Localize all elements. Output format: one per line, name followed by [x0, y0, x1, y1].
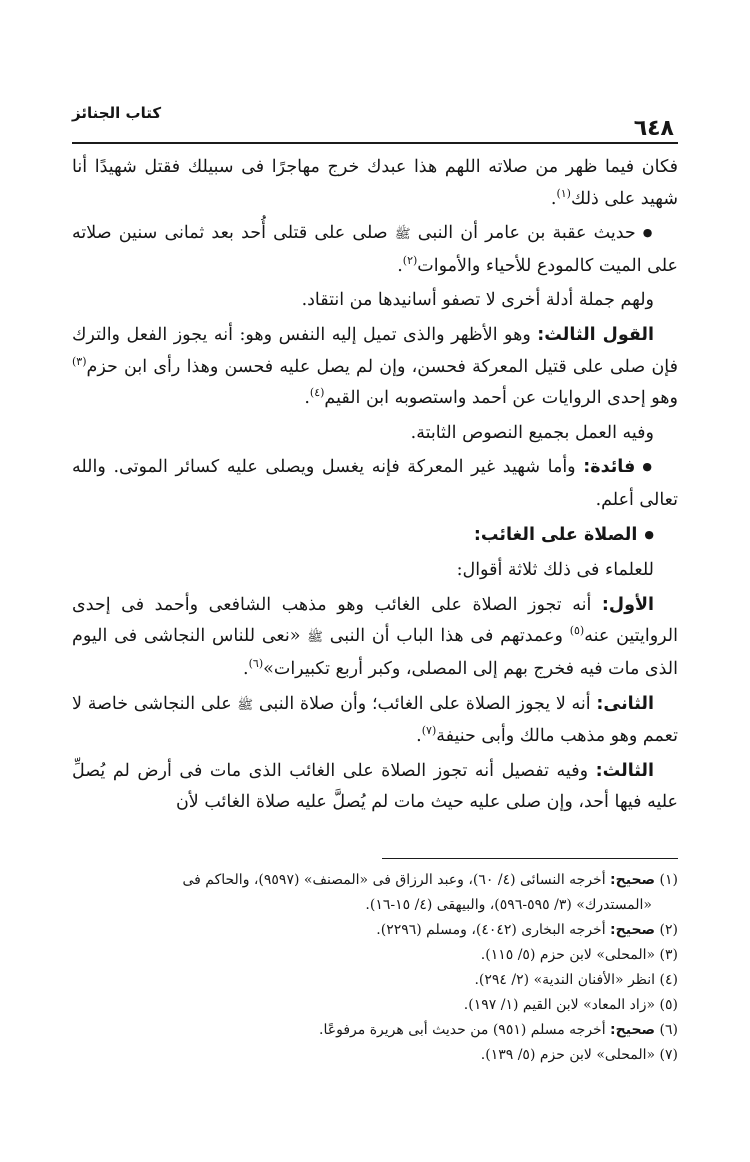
paragraph-6: ● فائدة: وأما شهيد غير المعركة فإنه يغسل ويصلى عليه كسائر الموتى. والله تعالى أعلم. — [72, 452, 678, 516]
footnote-6: (٦) صحيح: أخرجه مسلم (٩٥١) من حديث أبى هريرة مرفوعًا. — [319, 1022, 678, 1038]
paragraph-1: فكان فيما ظهر من صلاته اللهم هذا عبدك خرج مهاجرًا فى سبيلك فقتل شهيدًا أنا شهيد على ذلك$^{(١)}$. — [72, 157, 678, 209]
footnote-ref: (٢) — [402, 253, 418, 267]
label-benefit: فائدة: — [583, 457, 636, 478]
label-second: الثانى: — [596, 693, 654, 714]
footnote-rule — [382, 858, 678, 859]
paragraph-2: ● حديث عقبة بن عامر أن النبى ﷺ صلى على قتلى أُحد بعد ثمانى سنين صلاته على الميت كالمودع للأحياء والأموات$^{(٢)}$. — [72, 218, 678, 282]
paragraph-4: القول الثالث: وهو الأظهر والذى تميل إليه النفس وهو: أنه يجوز الفعل والترك فإن صلى على قتيل المعركة فحسن، وإن لم يصل عليه فحسن وهذا رأى ابن حزم$^{(٣)}$ وهو إحدى الروايات عن أحمد واستصوبه ابن القيم$^{(٤)}$. — [72, 324, 678, 409]
footnote-7: (٧) «المحلى» لابن حزم (٥/ ١٣٩). — [480, 1047, 678, 1063]
salutation-glyph: ﷺ — [237, 697, 254, 713]
footnotes — [72, 868, 678, 1068]
footnote-ref: (٤) — [309, 386, 325, 400]
paragraph-10: الثالث: وفيه تفصيل أنه تجوز الصلاة على الغائب الذى مات فى أرض لم يُصلِّ عليه فيها أحد، وإن صلى عليه حيث مات لم يُصلَّ عليه صلاة الغائب لأن — [72, 760, 678, 813]
footnote-ref: (٥) — [569, 624, 585, 638]
footnote-ref: (٣) — [72, 354, 87, 368]
footnote-ref: (٧) — [421, 724, 437, 738]
label-third: الثالث: — [595, 760, 654, 781]
footnote-1-continued: «المستدرك» (٣/ ٥٩٥-٥٩٦)، والبيهقى (٤/ ١٥-١٦). — [365, 897, 652, 913]
chapter-title: كتاب الجنائز — [72, 104, 162, 122]
header-rule — [72, 142, 678, 144]
paragraph-9: الثانى: أنه لا يجوز الصلاة على الغائب؛ وأن صلاة النبى ﷺ على النجاشى خاصة لا تعمم وهو مذهب مالك وأبى حنيفة$^{(٧)}$. — [72, 693, 678, 747]
page-number: ٦٤٨ — [633, 116, 674, 141]
paragraph-5: وفيه العمل بجميع النصوص الثابتة. — [410, 422, 654, 443]
salutation-glyph: ﷺ — [394, 227, 411, 243]
paragraph-7: للعلماء فى ذلك ثلاثة أقوال: — [456, 560, 654, 581]
footnote-ref: (٦) — [248, 657, 264, 671]
footnote-2: (٢) صحيح: أخرجه البخارى (٤٠٤٢)، ومسلم (٢٢٩٦). — [376, 922, 678, 938]
salutation-glyph: ﷺ — [307, 630, 323, 646]
main-text — [72, 152, 678, 819]
label-third-opinion: القول الثالث: — [537, 324, 654, 345]
label-first: الأول: — [601, 594, 654, 615]
section-heading: ● الصلاة على الغائب: — [72, 520, 678, 553]
footnote-ref: (١) — [556, 186, 571, 200]
footnote-3: (٣) «المحلى» لابن حزم (٥/ ١١٥). — [480, 947, 678, 963]
paragraph-3: ولهم جملة أدلة أخرى لا تصفو أسانيدها من انتقاد. — [301, 290, 654, 311]
footnote-1: (١) صحيح: أخرجه النسائى (٤/ ٦٠)، وعبد الرزاق فى «المصنف» (٩٥٩٧)، والحاكم فى — [182, 872, 678, 888]
footnote-5: (٥) «زاد المعاد» لابن القيم (١/ ١٩٧). — [463, 997, 678, 1013]
footnote-4: (٤) انظر «الأفنان الندية» (٢/ ٢٩٤). — [474, 972, 678, 988]
paragraph-8: الأول: أنه تجوز الصلاة على الغائب وهو مذهب الشافعى وأحمد فى إحدى الروايتين عنه$^{(٥)}$ وعمدتهم فى هذا الباب أن النبى ﷺ «نعى للناس النجاشى فى اليوم الذى مات فيه فخرج بهم إلى المصلى، وكبر أربع تكبيرات»$^{(٦)}$. — [72, 594, 678, 679]
